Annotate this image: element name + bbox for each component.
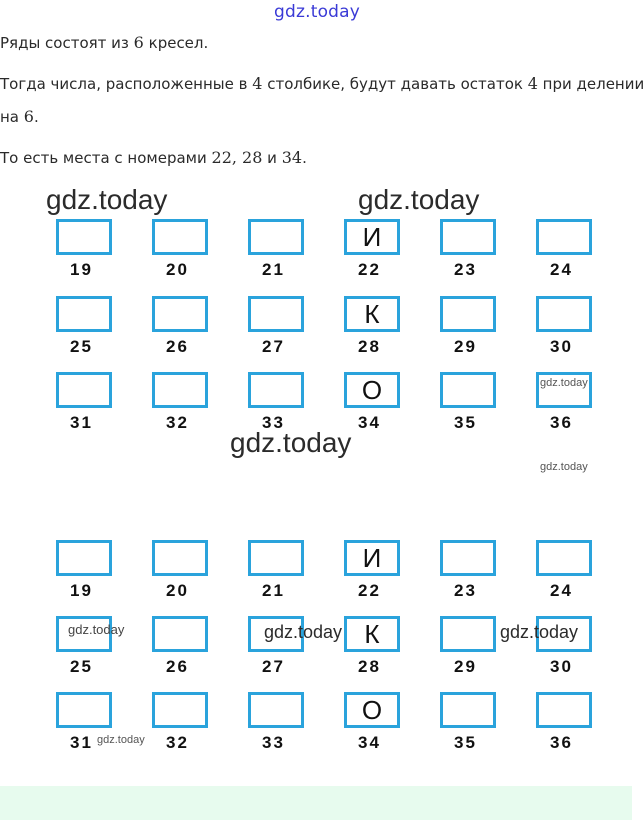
watermark: gdz.today (358, 184, 480, 215)
seat-letter (443, 695, 493, 725)
seat-number: 26 (166, 337, 189, 356)
seat-letter (155, 543, 205, 573)
seat-letter (59, 543, 109, 573)
seat-letter (155, 222, 205, 252)
seat-box (440, 692, 496, 728)
text: Тогда числа, расположенные в (0, 75, 253, 93)
seat-number: 31 (70, 733, 93, 752)
footer-band (0, 786, 632, 820)
seat-number: 31 (70, 413, 93, 432)
seat-number: 19 (70, 260, 93, 279)
text: То есть места с номерами (0, 149, 212, 167)
seat-number: 35 (454, 413, 477, 432)
text: и (262, 149, 282, 167)
watermark: gdz.today (540, 377, 588, 389)
seat-box (248, 540, 304, 576)
text: кресел. (143, 34, 209, 52)
seat-number: 22 (358, 581, 381, 600)
seat-letter (443, 222, 493, 252)
seat-number: 29 (454, 337, 477, 356)
seat-letter: И (362, 542, 382, 573)
watermark: gdz.today (500, 622, 579, 642)
number: 4 (527, 74, 538, 93)
number: 34 (281, 148, 303, 167)
seat-box (56, 296, 112, 332)
seat-box (152, 540, 208, 576)
seat-letter (539, 222, 589, 252)
number: 22, 28 (211, 148, 263, 167)
seat-box (440, 616, 496, 652)
seat-letter (251, 695, 301, 725)
seat-box (248, 219, 304, 255)
seat-box (152, 372, 208, 408)
seat-box (344, 540, 400, 576)
seat-number: 20 (166, 581, 189, 600)
number: 4 (252, 74, 263, 93)
seat-letter (155, 695, 205, 725)
seat-letter (59, 299, 109, 329)
seat-box (440, 296, 496, 332)
seat-number: 36 (550, 733, 573, 752)
watermark: gdz.today (540, 461, 588, 473)
seat-box (536, 540, 592, 576)
seat-number: 24 (550, 581, 573, 600)
seat-box (152, 692, 208, 728)
text: . (302, 149, 307, 167)
seat-number: 23 (454, 260, 477, 279)
seat-number: 25 (70, 657, 93, 676)
seat-number: 28 (358, 657, 381, 676)
text: столбике, будут давать остаток (262, 75, 528, 93)
seat-letter (443, 299, 493, 329)
seat-number: 33 (262, 733, 285, 752)
seat-letter: О (361, 694, 383, 725)
paragraph-answer (0, 148, 307, 167)
seat-box (248, 692, 304, 728)
seat-box (536, 692, 592, 728)
seat-letter: И (362, 221, 382, 252)
paragraph-rows (0, 33, 208, 52)
seat-box (344, 692, 400, 728)
seat-number: 21 (262, 260, 285, 279)
seat-box (344, 296, 400, 332)
text: Ряды состоят из (0, 34, 134, 52)
seat-box (440, 372, 496, 408)
seat-number: 23 (454, 581, 477, 600)
seat-letter (155, 299, 205, 329)
seat-number: 25 (70, 337, 93, 356)
seat-number: 34 (358, 733, 381, 752)
seat-number: 20 (166, 260, 189, 279)
seat-letter: О (361, 374, 383, 405)
seat-letter (539, 543, 589, 573)
seat-letter (443, 375, 493, 405)
seat-box (344, 616, 400, 652)
number: 6 (133, 33, 144, 52)
seat-number: 22 (358, 260, 381, 279)
seat-letter (59, 695, 109, 725)
seat-letter (251, 543, 301, 573)
seat-box (56, 692, 112, 728)
seat-box (248, 372, 304, 408)
watermark: gdz.today (264, 622, 343, 642)
seat-number: 33 (262, 413, 285, 432)
seat-letter (443, 619, 493, 649)
seat-letter: К (364, 298, 380, 329)
seat-number: 24 (550, 260, 573, 279)
watermark: gdz.today (97, 734, 145, 746)
seat-number: 30 (550, 337, 573, 356)
seat-letter: К (364, 618, 380, 649)
seat-number: 29 (454, 657, 477, 676)
seat-number: 27 (262, 337, 285, 356)
seat-box (152, 296, 208, 332)
seat-number: 35 (454, 733, 477, 752)
seat-box (152, 616, 208, 652)
seat-letter (155, 619, 205, 649)
seat-box (440, 219, 496, 255)
seat-letter (539, 695, 589, 725)
seat-box (344, 372, 400, 408)
seat-box (56, 219, 112, 255)
seat-letter (155, 375, 205, 405)
seat-letter (539, 299, 589, 329)
paragraph-remainder-cont (0, 107, 39, 126)
seat-letter (251, 222, 301, 252)
seat-box (56, 540, 112, 576)
seat-letter (59, 375, 109, 405)
text: при делении (537, 75, 644, 93)
seat-box (440, 540, 496, 576)
seat-number: 32 (166, 413, 189, 432)
watermark: gdz.today (230, 427, 352, 458)
seat-number: 19 (70, 581, 93, 600)
seat-box (56, 372, 112, 408)
seat-number: 26 (166, 657, 189, 676)
seat-box (536, 219, 592, 255)
seat-number: 30 (550, 657, 573, 676)
seat-letter (59, 222, 109, 252)
seat-number: 34 (358, 413, 381, 432)
seat-box (536, 296, 592, 332)
seat-box (344, 219, 400, 255)
watermark: gdz.today (46, 184, 168, 215)
seat-letter (251, 375, 301, 405)
seat-letter (251, 299, 301, 329)
seat-number: 32 (166, 733, 189, 752)
seat-number: 28 (358, 337, 381, 356)
watermark: gdz.today (68, 622, 125, 637)
seat-letter (443, 543, 493, 573)
site-logo[interactable]: gdz.today (274, 2, 361, 22)
number: 6 (23, 107, 34, 126)
seat-number: 36 (550, 413, 573, 432)
seat-number: 27 (262, 657, 285, 676)
seat-number: 21 (262, 581, 285, 600)
seat-box (248, 296, 304, 332)
text: на (0, 108, 24, 126)
text: . (33, 108, 39, 126)
paragraph-remainder (0, 74, 644, 93)
seat-box (152, 219, 208, 255)
